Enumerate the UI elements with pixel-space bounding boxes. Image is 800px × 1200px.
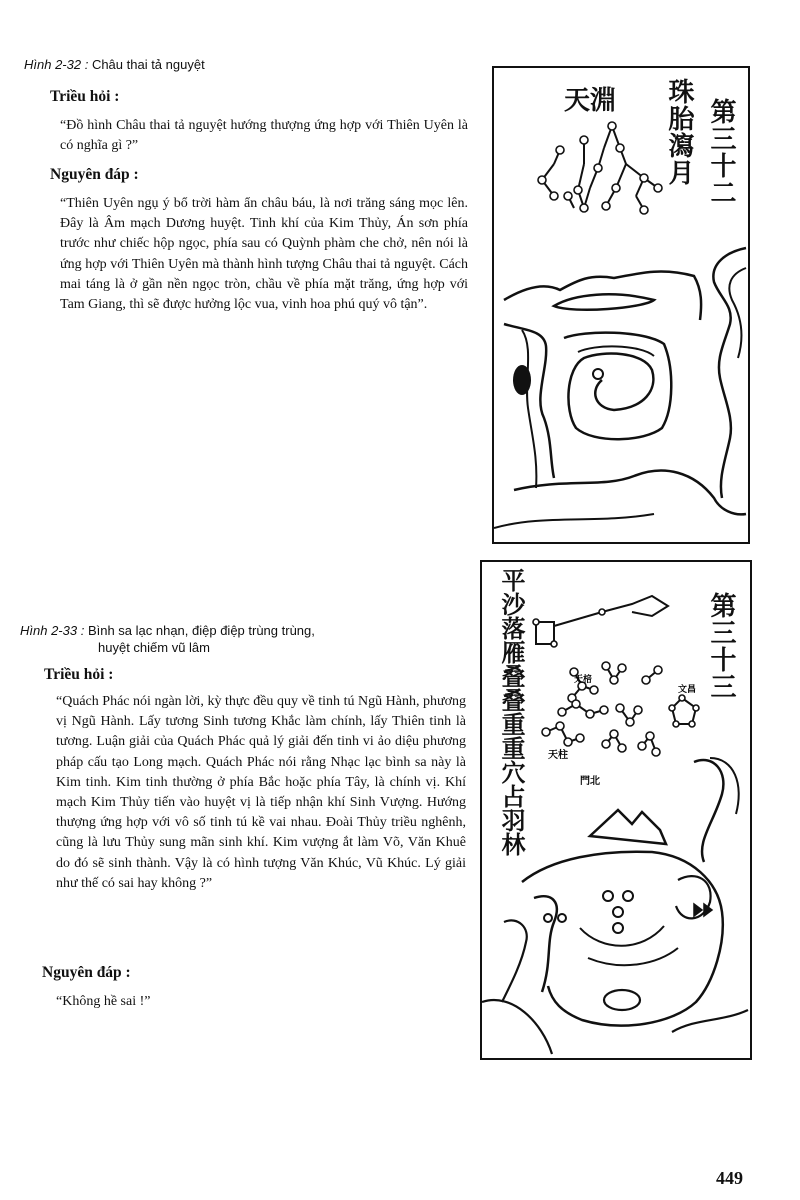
- plate-heaven-text: 天淵: [564, 86, 617, 116]
- figure-caption-2-32: Hình 2-32 : Châu thai tả nguyệt: [24, 57, 205, 72]
- figure-title-line-2: huyệt chiếm vũ lâm: [98, 640, 210, 655]
- figure-label: Hình 2-32: [24, 57, 82, 72]
- figure-title: Châu thai tả nguyệt: [91, 57, 205, 72]
- star-label-3: 門北: [580, 776, 600, 787]
- figure-label: Hình 2-33: [20, 623, 78, 638]
- answer-paragraph: “Không hề sai !”: [56, 994, 151, 1009]
- answer-paragraph: “Thiên Uyên ngụ ý bổ trời hàm ẩn châu báu, là nơi trăng sáng mọc lên. Đây là Âm mạch Dương huyệt. Tinh khí của Kim Thủy, Án sơn phía trước như chiếc hộp ngọc, phía sau có Quỳnh phàm che chở, nên nói là ứng hợp với Thiên Uyên mà thành hình tượng Châu thai tả nguyệt. Cách mai táng là ở gần nền ngọc tròn, chầu về phía mặt trăng, ứng hợp với Tam Giang, thì sẽ được hưởng lộc vua, vinh hoa phú quý vô tận”.: [60, 196, 468, 313]
- star-label-1: 天柱: [548, 750, 568, 761]
- plate-number-text: 第三十二: [706, 98, 736, 206]
- question-paragraph: “Đồ hình Châu thai tả nguyệt hướng thượng ứng hợp với Thiên Uyên là có nghĩa gì ?”: [60, 118, 468, 154]
- figure-title-line-1: Bình sa lạc nhạn, điệp điệp trùng trùng,: [87, 623, 315, 638]
- answer-text: [60, 194, 468, 315]
- figure-caption-2-33: Hình 2-33 : Bình sa lạc nhạn, điệp điệp trùng trùng, huyệt chiếm vũ lâm: [20, 622, 400, 656]
- question-text: [60, 116, 468, 156]
- answer-heading: Nguyên đáp :: [42, 964, 131, 981]
- answer-heading: Nguyên đáp :: [50, 166, 139, 183]
- question-paragraph: “Quách Phác nói ngàn lời, kỳ thực đều quy về tinh tú Ngũ Hành, phương vị Ngũ Hành. Lấy tương Sinh tương Khắc làm chính, lấy Thiên tinh là tương. Luận giải của Quách Phác quả lý giải đến tinh vi ảo diệu phương pháp cấu tạo Long mạch. Quách Phác nói rằng Nhạc lạc bình sa này là Kim tinh. Kim tinh thường ở phía Bắc hoặc phía Tây, là chính vị. Khí mạch Kim Thủy tiến vào huyệt vị là tiếp nhận khí Sinh Vượng. Hướng thượng ứng hợp với vô số tinh tú kề vai nhau. Đoài Thủy triều nghênh, cũng là lưu Thủy sung mãn sinh khí. Kim vượng ắt làm Võ, Văn Khuê do đó sẽ sinh thành. Vậy là có hình tượng Văn Khúc, Vũ Khúc. Lý giải như thế có sai hay không ?”: [56, 694, 466, 891]
- plate-number-text: 第三十三: [706, 592, 736, 700]
- plate-title-text: 珠胎瀉月: [664, 78, 694, 186]
- question-text: [56, 692, 466, 894]
- star-label-4: 文昌: [678, 685, 697, 695]
- question-heading: Triều hỏi :: [44, 666, 114, 683]
- feng-shui-plate-2-33: [480, 560, 752, 1060]
- plate-illustration-2-33: [482, 562, 750, 1058]
- feng-shui-plate-2-32: [492, 66, 750, 544]
- page-number: 449: [716, 1168, 743, 1188]
- star-label-2: 天棓: [574, 675, 593, 685]
- answer-text: [56, 992, 466, 1012]
- question-heading: Triều hỏi :: [50, 88, 120, 105]
- plate-title-text: 平沙落雁叠叠重重穴占羽林: [497, 568, 525, 856]
- plate-illustration-2-32: [494, 68, 748, 542]
